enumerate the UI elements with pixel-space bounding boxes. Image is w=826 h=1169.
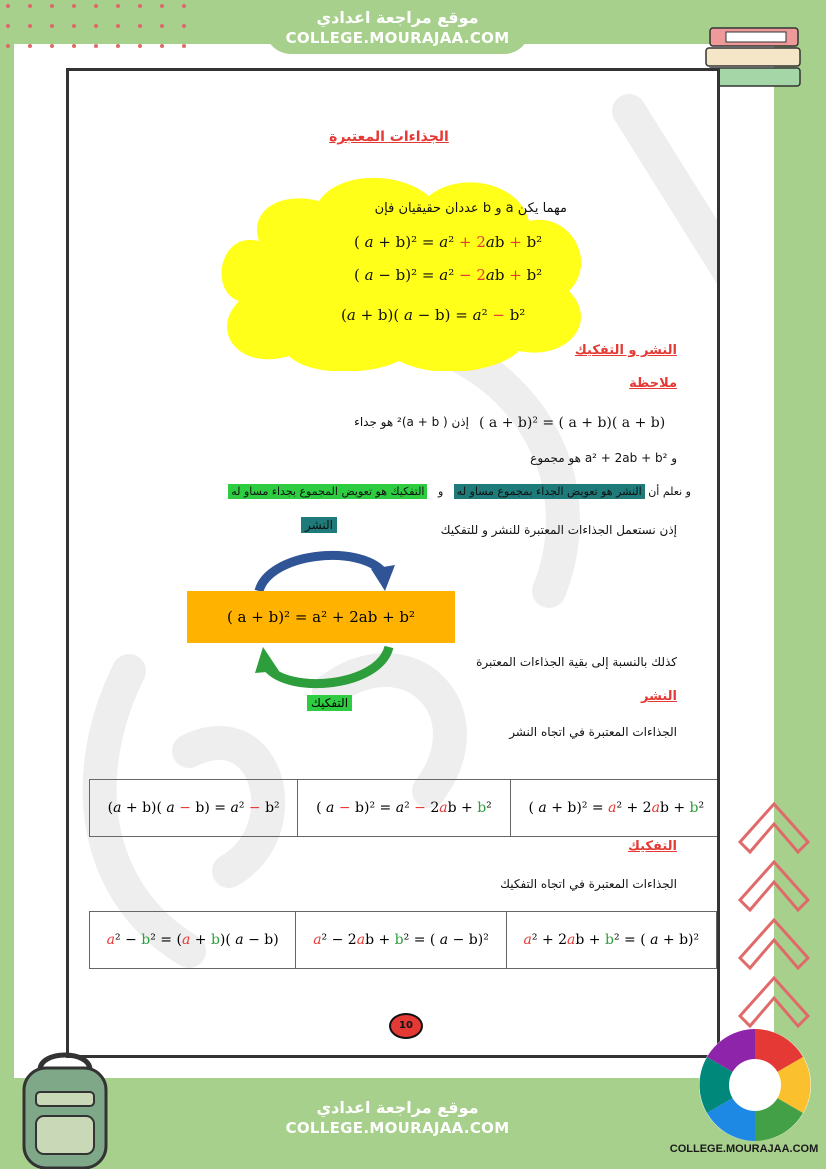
highlight-factorization: التفكيك هو تعويض المجموع بجداء مساو له bbox=[228, 484, 427, 499]
note-line4: إذن نستعمل الجذاءات المعتبرة للنشر و للتفكيك bbox=[440, 523, 677, 537]
same-for-others: كذلك بالنسبة إلى بقية الجذاءات المعتبرة bbox=[476, 655, 677, 669]
note-title: ملاحظة bbox=[629, 376, 677, 391]
footer-banner bbox=[265, 1080, 530, 1169]
backpack-icon bbox=[10, 1050, 120, 1169]
header-arabic: موقع مراجعة اعدادي bbox=[316, 8, 479, 27]
section-expansion: النشر bbox=[641, 689, 677, 704]
arrow-factorization-icon bbox=[249, 643, 399, 695]
highlight-expansion: النشر هو تعويض الجداء بمجموع مساو له bbox=[454, 484, 645, 499]
page-title: الجذاءات المعتبرة bbox=[329, 129, 449, 145]
factorization-table bbox=[89, 911, 717, 969]
expansion-cell-2: ( a − b)² = a² − 2ab + b² bbox=[298, 780, 510, 837]
header-banner bbox=[265, 0, 530, 54]
cloud-intro: مهما يكن a و b عددان حقيقيان فإن bbox=[374, 201, 567, 216]
note-line3-prefix: و نعلم أن bbox=[648, 485, 691, 498]
footer-english: COLLEGE.MOURAJAA.COM bbox=[285, 1119, 510, 1137]
central-formula: ( a + b)² = a² + 2ab + b² bbox=[187, 591, 455, 643]
factorization-cell-2: a² − 2ab + b² = ( a − b)² bbox=[296, 912, 506, 969]
identity-1: ( a + b)² = a² + 2ab + b² bbox=[354, 233, 543, 251]
logo-text: COLLEGE.MOURAJAA.COM bbox=[669, 1143, 819, 1155]
header-english: COLLEGE.MOURAJAA.COM bbox=[285, 29, 510, 47]
note-line3 bbox=[228, 485, 691, 498]
factorization-cell-1: a² + 2ab + b² = ( a + b)² bbox=[506, 912, 716, 969]
tag-expansion: النشر bbox=[301, 517, 337, 533]
document-page bbox=[66, 68, 720, 1058]
site-logo-icon bbox=[696, 1026, 814, 1144]
identity-3: (a + b)( a − b) = a² − b² bbox=[341, 306, 526, 324]
section-factorization: التفكيك bbox=[628, 839, 677, 854]
note-line1-math: ( a + b)² = ( a + b)( a + b) bbox=[479, 415, 666, 431]
expansion-cell-3: (a + b)( a − b) = a² − b² bbox=[90, 780, 298, 837]
expansion-table bbox=[89, 779, 720, 837]
arrow-expansion-icon bbox=[249, 543, 399, 595]
expansion-description: الجذاءات المعتبرة في اتجاه النشر bbox=[509, 725, 677, 739]
note-line2: و a² + 2ab + b² هو مجموع bbox=[530, 451, 677, 465]
page-number: 10 bbox=[389, 1013, 423, 1039]
footer-arabic: موقع مراجعة اعدادي bbox=[316, 1098, 479, 1117]
identity-2: ( a − b)² = a² − 2ab + b² bbox=[354, 266, 543, 284]
section-expansion-factorization: النشر و التفكيك bbox=[574, 343, 677, 358]
note-line3-and: و bbox=[437, 485, 444, 498]
note-line1-text: إذن ( a + b)² هو جداء bbox=[354, 415, 469, 429]
expansion-cell-1: ( a + b)² = a² + 2ab + b² bbox=[510, 780, 720, 837]
factorization-description: الجذاءات المعتبرة في اتجاه التفكيك bbox=[500, 877, 677, 891]
factorization-cell-3: a² − b² = (a + b)( a − b) bbox=[90, 912, 296, 969]
decorative-dots bbox=[0, 0, 200, 50]
tag-factorization: التفكيك bbox=[307, 695, 352, 711]
